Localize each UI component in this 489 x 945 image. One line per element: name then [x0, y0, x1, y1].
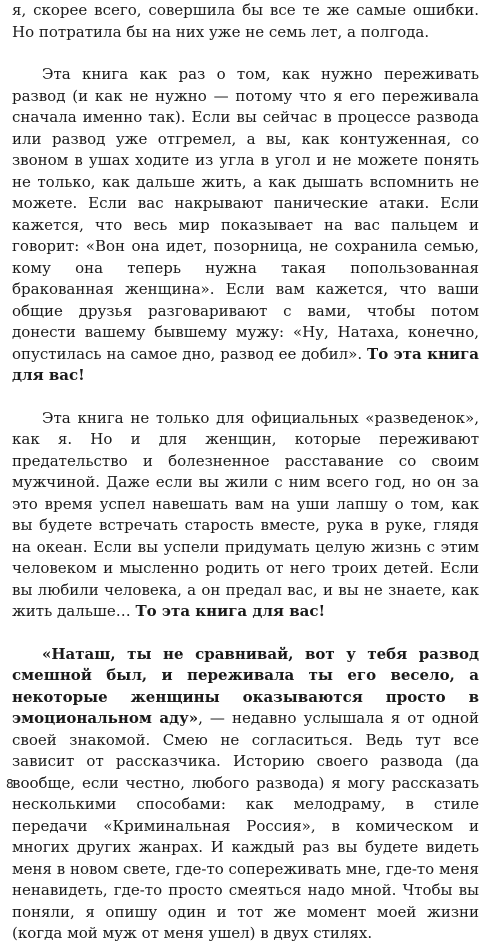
paragraph-continued: я, скорее всего, совершила бы все те же самые ошибки. Но потратила бы на них уже не семь лет, а полгода. — [12, 1, 479, 41]
paragraph-divorce — [12, 64, 479, 387]
paragraph-quote-emphasis: «Наташ, ты не сравнивай, вот у тебя развод смешной был, и переживала ты его весело, а некоторые женщины оказываются просто в эмоциональном аду» — [12, 644, 479, 727]
paragraph-betrayal-text: Эта книга не только для официальных «разведенок», как я. Но и для женщин, которые переживают предательство и болезненное расставание со своим мужчиной. Даже если вы жили с ним всего год, но он за это время успел навешать вам на уши лапшу о том, как вы будете встречать старость вместе, рука в руке, глядя на океан. Если вы успели придумать целую жизнь с этим человеком и мысленно родить от него троих детей. Если вы любили человека, а он предал вас, и вы не знаете, как жить дальше… — [12, 408, 479, 620]
paragraph-divorce-text: Эта книга как раз о том, как нужно переживать развод (и как не нужно — потому что я его переживала сначала именно так). Если вы сейчас в процессе развода или развод уже отгремел, а вы, как контуженная, со звоном в ушах ходите из угла в угол и не можете понять не только, как дальше жить, а как дышать вспомнить не можете. Если вас накрывают панические атаки. Если кажется, что весь мир показывает на вас пальцем и говорит: «Вон она идет, позорница, не сохранила семью, кому она теперь нужна такая попользованная бракованная женщина». Если вам кажется, что ваши общие друзья разговаривают с вами, чтобы потом донести вашему бывшему мужу: «Ну, Натаха, конечно, опустилась на самое дно, развод ее добил». — [12, 65, 479, 363]
paragraph-betrayal — [12, 408, 479, 623]
paragraph-betrayal-emphasis: То эта книга для вас! — [135, 602, 326, 620]
paragraph-quote-text: , — недавно услышала я от одной своей знакомой. Смею не согласиться. Ведь тут все зависит от рассказчика. Историю своего развода (да вообще, если честно, любого развода) я могу рассказать несколькими способами: как мелодраму, в стиле передачи «Криминальная Россия», в комическом и многих других жанрах. И каждый раз вы будете видеть меня в новом свете, где-то сопереживать мне, где-то меня ненавидеть, где-то просто смеяться надо мной. Чтобы вы поняли, я опишу один и тот же момент моей жизни (когда мой муж от меня ушел) в двух стилях. — [12, 709, 479, 942]
paragraph-divorce-emphasis: То эта книга для вас! — [12, 344, 479, 384]
page-number: 8 — [6, 777, 14, 791]
book-page — [12, 0, 479, 945]
paragraph-quote — [12, 644, 479, 945]
